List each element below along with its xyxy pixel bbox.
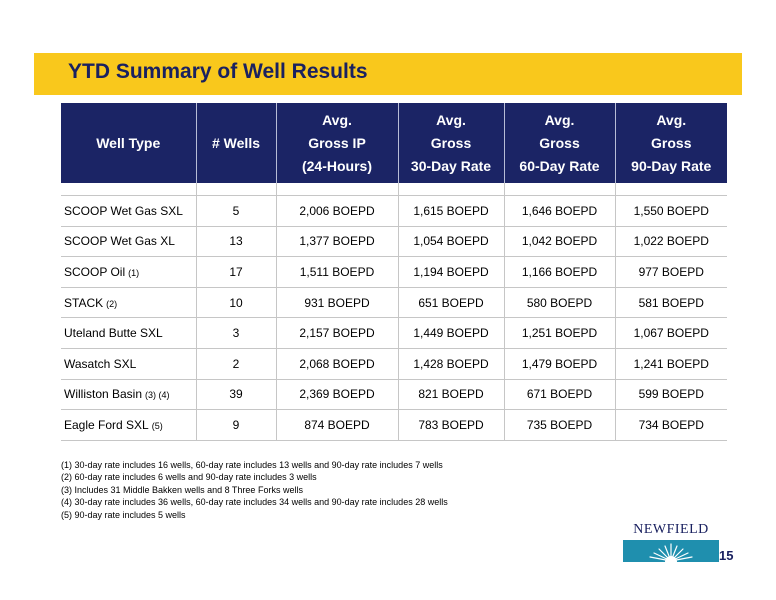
- cell-gross-ip: 2,006 BOEPD: [276, 196, 398, 227]
- cell-30-day: 1,615 BOEPD: [398, 196, 504, 227]
- cell-gross-ip: 2,157 BOEPD: [276, 318, 398, 349]
- footnote-ref: (3) (4): [145, 390, 170, 401]
- cell-30-day: 1,054 BOEPD: [398, 226, 504, 257]
- cell-gross-ip: 1,377 BOEPD: [276, 226, 398, 257]
- cell-60-day: 1,646 BOEPD: [504, 196, 615, 227]
- cell-well-type: Uteland Butte SXL: [61, 318, 196, 349]
- footnotes: [61, 459, 581, 521]
- cell-30-day: 1,449 BOEPD: [398, 318, 504, 349]
- table-row: [61, 379, 727, 410]
- title-bar: [34, 53, 742, 95]
- cell-90-day: 581 BOEPD: [615, 287, 727, 318]
- cell-90-day: 1,022 BOEPD: [615, 226, 727, 257]
- cell-gross-ip: 931 BOEPD: [276, 287, 398, 318]
- cell-well-type: STACK (2): [61, 287, 196, 318]
- cell-gross-ip: 874 BOEPD: [276, 410, 398, 441]
- table-row: [61, 287, 727, 318]
- cell-60-day: 1,042 BOEPD: [504, 226, 615, 257]
- header-wells: # Wells: [196, 103, 276, 183]
- cell-wells: 2: [196, 348, 276, 379]
- sunburst-icon: [623, 540, 719, 562]
- well-results-table: [61, 103, 727, 441]
- cell-60-day: 1,251 BOEPD: [504, 318, 615, 349]
- table-row: [61, 226, 727, 257]
- footnote-2: (2) 60-day rate includes 6 wells and 90-day rate includes 3 wells: [61, 472, 317, 483]
- cell-wells: 10: [196, 287, 276, 318]
- cell-90-day: 1,550 BOEPD: [615, 196, 727, 227]
- cell-wells: 9: [196, 410, 276, 441]
- cell-30-day: 821 BOEPD: [398, 379, 504, 410]
- cell-30-day: 783 BOEPD: [398, 410, 504, 441]
- cell-60-day: 580 BOEPD: [504, 287, 615, 318]
- table-spacer-row: [61, 183, 727, 196]
- footnote-ref: (2): [106, 298, 118, 309]
- cell-well-type: Wasatch SXL: [61, 348, 196, 379]
- footnote-4: (4) 30-day rate includes 36 wells, 60-day rate includes 34 wells and 90-day rate includes 28 wells: [61, 497, 448, 508]
- cell-90-day: 734 BOEPD: [615, 410, 727, 441]
- table-row: [61, 348, 727, 379]
- cell-30-day: 1,428 BOEPD: [398, 348, 504, 379]
- cell-wells: 5: [196, 196, 276, 227]
- cell-wells: 3: [196, 318, 276, 349]
- cell-90-day: 1,067 BOEPD: [615, 318, 727, 349]
- table-row: [61, 318, 727, 349]
- cell-well-type: SCOOP Oil (1): [61, 257, 196, 288]
- logo-wordmark: NEWFIELD: [633, 522, 709, 537]
- table-row: [61, 257, 727, 288]
- footnote-ref: (5): [151, 420, 163, 431]
- header-90-day: Avg. Gross 90-Day Rate: [615, 103, 727, 183]
- footnote-1: (1) 30-day rate includes 16 wells, 60-day rate includes 13 wells and 90-day rate includes 7 wells: [61, 460, 443, 470]
- footnote-ref: (1): [128, 267, 140, 278]
- footnote-5: (5) 90-day rate includes 5 wells: [61, 509, 186, 520]
- footnote-3: (3) Includes 31 Middle Bakken wells and 8 Three Forks wells: [61, 484, 303, 495]
- cell-well-type: Williston Basin (3) (4): [61, 379, 196, 410]
- header-well-type: Well Type: [61, 103, 196, 183]
- table-header-row: [61, 103, 727, 183]
- cell-60-day: 1,166 BOEPD: [504, 257, 615, 288]
- page-title: YTD Summary of Well Results: [68, 60, 368, 83]
- cell-gross-ip: 2,369 BOEPD: [276, 379, 398, 410]
- cell-90-day: 599 BOEPD: [615, 379, 727, 410]
- cell-wells: 17: [196, 257, 276, 288]
- cell-30-day: 1,194 BOEPD: [398, 257, 504, 288]
- cell-60-day: 1,479 BOEPD: [504, 348, 615, 379]
- cell-90-day: 977 BOEPD: [615, 257, 727, 288]
- cell-wells: 39: [196, 379, 276, 410]
- newfield-logo: [622, 522, 720, 562]
- cell-90-day: 1,241 BOEPD: [615, 348, 727, 379]
- header-60-day: Avg. Gross 60-Day Rate: [504, 103, 615, 183]
- cell-30-day: 651 BOEPD: [398, 287, 504, 318]
- cell-gross-ip: 1,511 BOEPD: [276, 257, 398, 288]
- table-row: [61, 196, 727, 227]
- cell-60-day: 735 BOEPD: [504, 410, 615, 441]
- header-gross-ip: Avg. Gross IP (24-Hours): [276, 103, 398, 183]
- header-30-day: Avg. Gross 30-Day Rate: [398, 103, 504, 183]
- cell-well-type: Eagle Ford SXL (5): [61, 410, 196, 441]
- page-number: 15: [719, 548, 734, 563]
- cell-gross-ip: 2,068 BOEPD: [276, 348, 398, 379]
- table-row: [61, 410, 727, 441]
- cell-well-type: SCOOP Wet Gas SXL: [61, 196, 196, 227]
- cell-wells: 13: [196, 226, 276, 257]
- cell-60-day: 671 BOEPD: [504, 379, 615, 410]
- cell-well-type: SCOOP Wet Gas XL: [61, 226, 196, 257]
